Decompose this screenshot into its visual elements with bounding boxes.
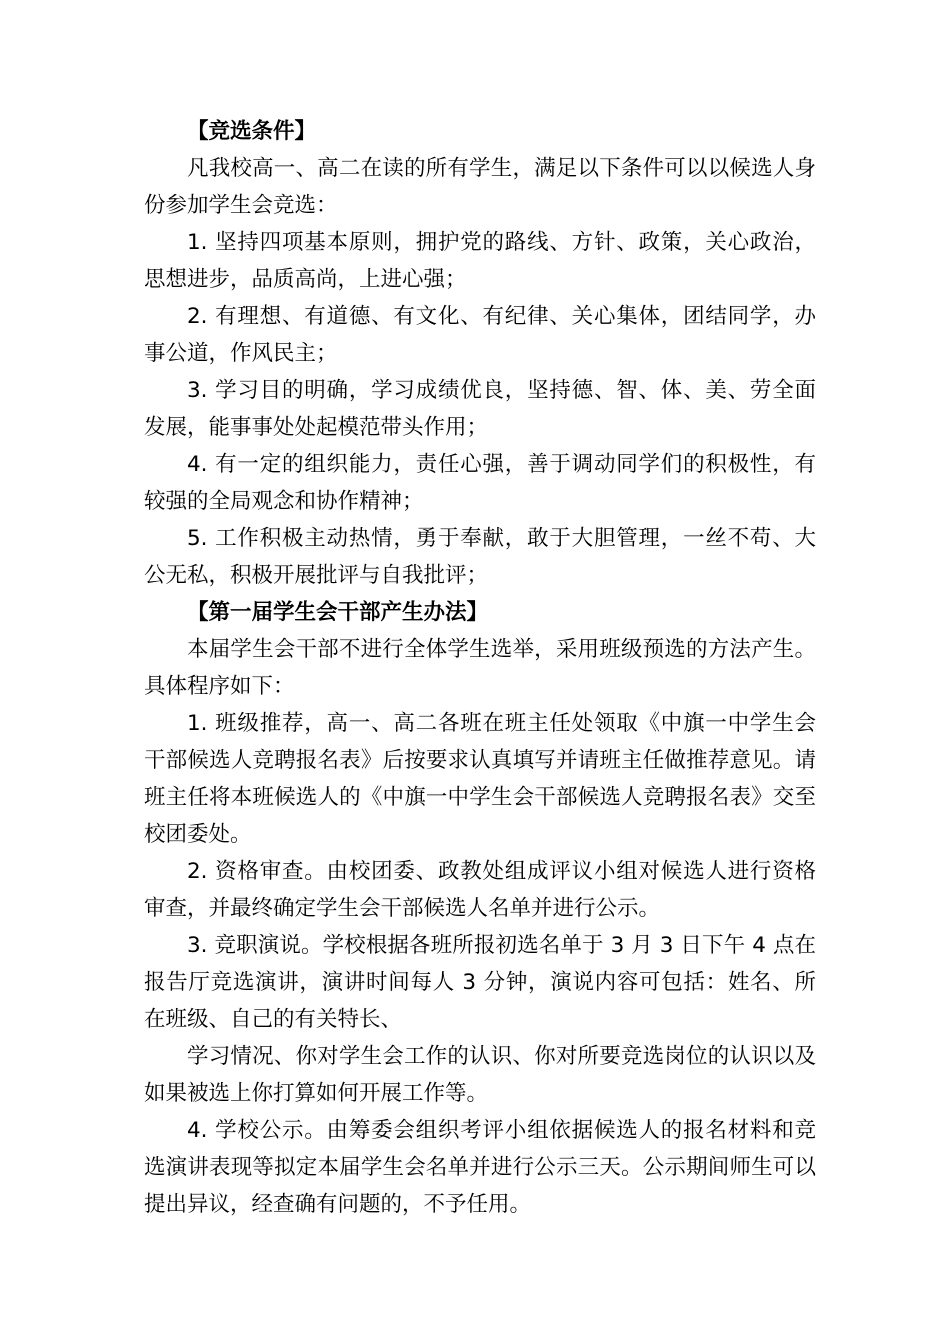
paragraph: 2. 资格审查。由校团委、政教处组成评议小组对候选人进行资格审查，并最终确定学生会干部候选人名单并进行公示。 [144,859,816,921]
paragraph: 凡我校高一、高二在读的所有学生，满足以下条件可以以候选人身份参加学生会竞选： [144,156,816,218]
document-page [144,113,816,1223]
section-election-method [144,594,816,1223]
paragraph: 2. 有理想、有道德、有文化、有纪律、关心集体，团结同学，办事公道，作风民主； [144,304,816,366]
paragraph: 3. 学习目的明确，学习成绩优良，坚持德、智、体、美、劳全面发展，能事事处处起模范带头作用； [144,378,816,440]
paragraph: 4. 学校公示。由筹委会组织考评小组依据候选人的报名材料和竞选演讲表现等拟定本届学生会名单并进行公示三天。公示期间师生可以提出异议，经查确有问题的，不予任用。 [144,1118,816,1217]
section-heading: 【竞选条件】 [187,119,317,144]
paragraph: 1. 班级推荐，高一、高二各班在班主任处领取《中旗一中学生会干部候选人竞聘报名表》后按要求认真填写并请班主任做推荐意见。请班主任将本班候选人的《中旗一中学生会干部候选人竞聘报名表》交至校团委处。 [144,711,816,847]
section-heading: 【第一届学生会干部产生办法】 [187,600,489,625]
paragraph: 学习情况、你对学生会工作的认识、你对所要竞选岗位的认识以及如果被选上你打算如何开展工作等。 [144,1044,816,1106]
paragraph: 3. 竞职演说。学校根据各班所报初选名单于 3 月 3 日下午 4 点在报告厅竞选演讲，演讲时间每人 3 分钟，演说内容可包括：姓名、所在班级、自己的有关特长、 [144,933,816,1032]
paragraph: 本届学生会干部不进行全体学生选举，采用班级预选的方法产生。具体程序如下： [144,637,816,699]
paragraph: 1. 坚持四项基本原则，拥护党的路线、方针、政策，关心政治，思想进步，品质高尚，上进心强； [144,230,816,292]
paragraph: 4. 有一定的组织能力，责任心强，善于调动同学们的积极性，有较强的全局观念和协作精神； [144,452,816,514]
section-conditions [144,113,816,594]
paragraph: 5. 工作积极主动热情，勇于奉献，敢于大胆管理，一丝不苟、大公无私，积极开展批评与自我批评； [144,526,816,588]
